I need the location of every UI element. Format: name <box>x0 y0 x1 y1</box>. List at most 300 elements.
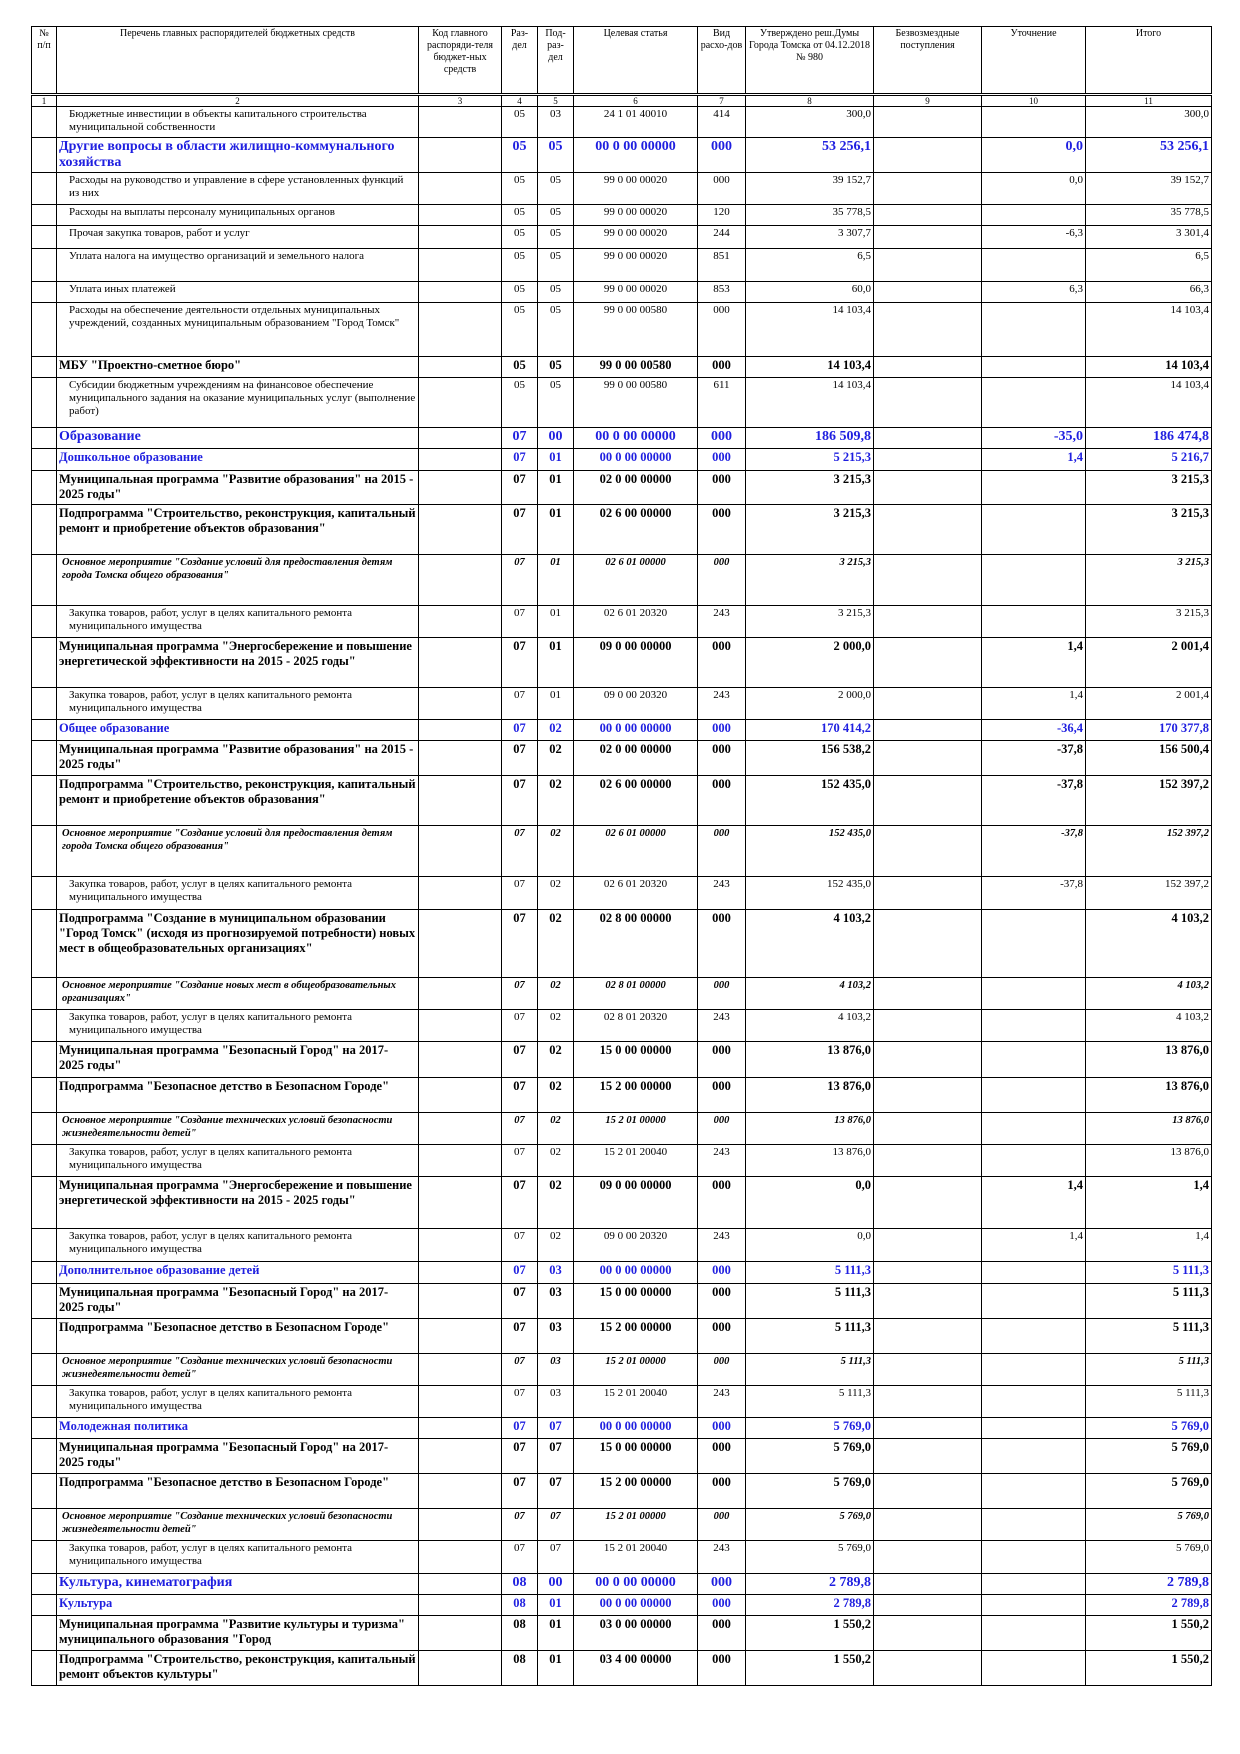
table-row <box>32 138 1212 173</box>
cell-subsection: 07 <box>538 1509 574 1541</box>
cell-free <box>874 978 982 1010</box>
cell-num <box>32 138 57 173</box>
cell-code <box>419 978 502 1010</box>
table-row <box>32 1541 1212 1574</box>
cell-code <box>419 1042 502 1078</box>
cell-approved: 5 769,0 <box>746 1439 874 1474</box>
cell-free <box>874 1177 982 1229</box>
cell-free <box>874 173 982 205</box>
cell-target: 99 0 00 00020 <box>574 205 698 226</box>
cell-total: 1,4 <box>1086 1229 1212 1262</box>
cell-target: 15 2 01 20040 <box>574 1386 698 1418</box>
cell-name: Муниципальная программа "Безопасный Город" на 2017- 2025 годы" <box>57 1284 419 1319</box>
cell-total: 53 256,1 <box>1086 138 1212 173</box>
col-header-kind: Вид расхо-дов <box>698 27 746 95</box>
cell-approved: 6,5 <box>746 249 874 282</box>
cell-free <box>874 1651 982 1686</box>
cell-free <box>874 249 982 282</box>
table-row <box>32 1418 1212 1439</box>
cell-target: 99 0 00 00580 <box>574 357 698 378</box>
col-number: 7 <box>698 95 746 107</box>
cell-adjustment <box>982 1284 1086 1319</box>
cell-target: 02 6 01 00000 <box>574 555 698 606</box>
cell-code <box>419 1010 502 1042</box>
cell-num <box>32 1284 57 1319</box>
cell-approved: 5 111,3 <box>746 1386 874 1418</box>
cell-total: 5 769,0 <box>1086 1418 1212 1439</box>
cell-approved: 4 103,2 <box>746 910 874 978</box>
cell-kind: 000 <box>698 1439 746 1474</box>
cell-num <box>32 1078 57 1113</box>
col-header-target: Целевая статья <box>574 27 698 95</box>
cell-target: 99 0 00 00020 <box>574 226 698 249</box>
cell-subsection: 05 <box>538 226 574 249</box>
cell-section: 07 <box>502 741 538 776</box>
cell-subsection: 01 <box>538 1616 574 1651</box>
cell-target: 02 6 00 00000 <box>574 505 698 555</box>
budget-table <box>31 26 1212 1686</box>
cell-section: 07 <box>502 826 538 877</box>
cell-adjustment <box>982 1078 1086 1113</box>
cell-approved: 152 435,0 <box>746 826 874 877</box>
cell-kind: 000 <box>698 1595 746 1616</box>
cell-free <box>874 1262 982 1284</box>
cell-code <box>419 471 502 505</box>
table-row <box>32 638 1212 688</box>
cell-adjustment <box>982 1418 1086 1439</box>
cell-code <box>419 249 502 282</box>
cell-subsection: 03 <box>538 1386 574 1418</box>
cell-code <box>419 303 502 357</box>
cell-total: 14 103,4 <box>1086 303 1212 357</box>
cell-code <box>419 107 502 138</box>
cell-kind: 000 <box>698 1113 746 1145</box>
cell-section: 07 <box>502 1113 538 1145</box>
cell-section: 07 <box>502 1229 538 1262</box>
cell-kind: 000 <box>698 1651 746 1686</box>
cell-adjustment: 0,0 <box>982 173 1086 205</box>
cell-section: 07 <box>502 505 538 555</box>
cell-subsection: 05 <box>538 378 574 428</box>
cell-free <box>874 1616 982 1651</box>
table-row <box>32 978 1212 1010</box>
cell-name: Основное мероприятие "Создание новых мест в общеобразовательных организациях" <box>57 978 419 1010</box>
cell-free <box>874 1574 982 1595</box>
cell-name: Закупка товаров, работ, услуг в целях капитального ремонта муниципального имущества <box>57 1145 419 1177</box>
cell-free <box>874 471 982 505</box>
cell-approved: 53 256,1 <box>746 138 874 173</box>
cell-adjustment <box>982 107 1086 138</box>
cell-target: 02 0 00 00000 <box>574 741 698 776</box>
table-row <box>32 1595 1212 1616</box>
table-row <box>32 606 1212 638</box>
cell-target: 24 1 01 40010 <box>574 107 698 138</box>
cell-num <box>32 688 57 720</box>
cell-num <box>32 720 57 741</box>
cell-section: 07 <box>502 776 538 826</box>
table-row <box>32 357 1212 378</box>
cell-adjustment <box>982 1319 1086 1354</box>
cell-subsection: 01 <box>538 1651 574 1686</box>
cell-code <box>419 1541 502 1574</box>
cell-approved: 1 550,2 <box>746 1616 874 1651</box>
cell-num <box>32 1113 57 1145</box>
cell-free <box>874 1354 982 1386</box>
cell-kind: 243 <box>698 1386 746 1418</box>
cell-code <box>419 428 502 449</box>
cell-code <box>419 378 502 428</box>
cell-section: 07 <box>502 471 538 505</box>
cell-name: Основное мероприятие "Создание технических условий безопасности жизнедеятельности детей" <box>57 1113 419 1145</box>
cell-adjustment <box>982 1145 1086 1177</box>
table-row <box>32 1574 1212 1595</box>
table-row <box>32 1354 1212 1386</box>
cell-subsection: 01 <box>538 688 574 720</box>
cell-num <box>32 1439 57 1474</box>
cell-name: Муниципальная программа "Развитие культуры и туризма" муниципального образования "Город <box>57 1616 419 1651</box>
cell-name: Уплата иных платежей <box>57 282 419 303</box>
cell-target: 00 0 00 00000 <box>574 449 698 471</box>
cell-free <box>874 428 982 449</box>
cell-num <box>32 1651 57 1686</box>
cell-approved: 2 000,0 <box>746 688 874 720</box>
cell-kind: 000 <box>698 1509 746 1541</box>
cell-target: 15 2 01 20040 <box>574 1541 698 1574</box>
table-row <box>32 1319 1212 1354</box>
cell-adjustment <box>982 606 1086 638</box>
cell-adjustment <box>982 1574 1086 1595</box>
cell-name: Основное мероприятие "Создание технических условий безопасности жизнедеятельности детей" <box>57 1509 419 1541</box>
cell-name: Закупка товаров, работ, услуг в целях капитального ремонта муниципального имущества <box>57 688 419 720</box>
cell-adjustment <box>982 505 1086 555</box>
cell-subsection: 02 <box>538 1145 574 1177</box>
cell-section: 05 <box>502 357 538 378</box>
cell-num <box>32 471 57 505</box>
cell-adjustment: -37,8 <box>982 826 1086 877</box>
col-header-adjustment: Уточнение <box>982 27 1086 95</box>
cell-num <box>32 1541 57 1574</box>
cell-name: Основное мероприятие "Создание технических условий безопасности жизнедеятельности детей" <box>57 1354 419 1386</box>
cell-adjustment: -37,8 <box>982 877 1086 910</box>
cell-subsection: 05 <box>538 205 574 226</box>
col-number: 6 <box>574 95 698 107</box>
cell-subsection: 02 <box>538 877 574 910</box>
col-header-free: Безвозмездные поступления <box>874 27 982 95</box>
cell-kind: 000 <box>698 1418 746 1439</box>
cell-num <box>32 1418 57 1439</box>
cell-target: 00 0 00 00000 <box>574 1262 698 1284</box>
cell-approved: 2 789,8 <box>746 1574 874 1595</box>
budget-sheet <box>31 26 1211 1686</box>
cell-approved: 152 435,0 <box>746 776 874 826</box>
table-row <box>32 1145 1212 1177</box>
cell-free <box>874 357 982 378</box>
cell-section: 07 <box>502 428 538 449</box>
cell-section: 08 <box>502 1616 538 1651</box>
cell-free <box>874 555 982 606</box>
cell-approved: 3 307,7 <box>746 226 874 249</box>
cell-num <box>32 1354 57 1386</box>
cell-adjustment <box>982 1509 1086 1541</box>
cell-code <box>419 1574 502 1595</box>
cell-subsection: 01 <box>538 555 574 606</box>
cell-free <box>874 107 982 138</box>
cell-total: 5 111,3 <box>1086 1354 1212 1386</box>
table-body <box>32 107 1212 1686</box>
cell-num <box>32 1595 57 1616</box>
cell-name: Подпрограмма "Строительство, реконструкция, капитальный ремонт и приобретение объектов образования" <box>57 505 419 555</box>
cell-adjustment <box>982 1651 1086 1686</box>
cell-approved: 152 435,0 <box>746 877 874 910</box>
cell-subsection: 03 <box>538 1262 574 1284</box>
cell-approved: 13 876,0 <box>746 1113 874 1145</box>
cell-section: 05 <box>502 303 538 357</box>
cell-code <box>419 1595 502 1616</box>
cell-adjustment <box>982 1010 1086 1042</box>
cell-approved: 13 876,0 <box>746 1042 874 1078</box>
cell-name: Закупка товаров, работ, услуг в целях капитального ремонта муниципального имущества <box>57 1386 419 1418</box>
col-header-code: Код главного распоряди-теля бюджет-ных средств <box>419 27 502 95</box>
table-row <box>32 1474 1212 1509</box>
cell-code <box>419 1386 502 1418</box>
cell-kind: 000 <box>698 1574 746 1595</box>
cell-total: 5 111,3 <box>1086 1319 1212 1354</box>
cell-section: 05 <box>502 249 538 282</box>
cell-kind: 244 <box>698 226 746 249</box>
cell-approved: 5 111,3 <box>746 1319 874 1354</box>
cell-kind: 000 <box>698 638 746 688</box>
cell-approved: 14 103,4 <box>746 378 874 428</box>
col-number: 5 <box>538 95 574 107</box>
cell-subsection: 01 <box>538 1595 574 1616</box>
cell-section: 08 <box>502 1595 538 1616</box>
cell-free <box>874 1284 982 1319</box>
cell-num <box>32 1262 57 1284</box>
cell-kind: 000 <box>698 910 746 978</box>
cell-target: 03 0 00 00000 <box>574 1616 698 1651</box>
cell-code <box>419 688 502 720</box>
cell-kind: 120 <box>698 205 746 226</box>
cell-subsection: 03 <box>538 1284 574 1319</box>
cell-subsection: 02 <box>538 1078 574 1113</box>
cell-code <box>419 1113 502 1145</box>
cell-num <box>32 173 57 205</box>
cell-name: Муниципальная программа "Развитие образования" на 2015 - 2025 годы" <box>57 741 419 776</box>
cell-subsection: 01 <box>538 606 574 638</box>
cell-free <box>874 505 982 555</box>
cell-num <box>32 357 57 378</box>
cell-target: 00 0 00 00000 <box>574 1418 698 1439</box>
cell-code <box>419 1616 502 1651</box>
cell-code <box>419 1145 502 1177</box>
cell-section: 07 <box>502 1078 538 1113</box>
cell-name: Подпрограмма "Строительство, реконструкция, капитальный ремонт объектов культуры" <box>57 1651 419 1686</box>
cell-name: Образование <box>57 428 419 449</box>
cell-total: 5 769,0 <box>1086 1509 1212 1541</box>
col-number: 3 <box>419 95 502 107</box>
cell-approved: 60,0 <box>746 282 874 303</box>
cell-free <box>874 688 982 720</box>
cell-kind: 000 <box>698 173 746 205</box>
cell-code <box>419 910 502 978</box>
cell-free <box>874 378 982 428</box>
cell-adjustment: 6,3 <box>982 282 1086 303</box>
table-row <box>32 1262 1212 1284</box>
cell-subsection: 05 <box>538 249 574 282</box>
cell-section: 05 <box>502 226 538 249</box>
table-row <box>32 282 1212 303</box>
cell-adjustment <box>982 1042 1086 1078</box>
cell-name: Подпрограмма "Безопасное детство в Безопасном Городе" <box>57 1078 419 1113</box>
cell-adjustment: 0,0 <box>982 138 1086 173</box>
cell-total: 14 103,4 <box>1086 357 1212 378</box>
table-row <box>32 877 1212 910</box>
cell-name: МБУ "Проектно-сметное бюро" <box>57 357 419 378</box>
cell-kind: 000 <box>698 1042 746 1078</box>
cell-code <box>419 1229 502 1262</box>
cell-name: Субсидии бюджетным учреждениям на финансовое обеспечение муниципального задания на оказание муниципальных услуг (выполнение работ) <box>57 378 419 428</box>
cell-target: 02 8 01 20320 <box>574 1010 698 1042</box>
cell-subsection: 03 <box>538 1319 574 1354</box>
cell-approved: 5 769,0 <box>746 1541 874 1574</box>
cell-total: 13 876,0 <box>1086 1078 1212 1113</box>
cell-kind: 000 <box>698 1284 746 1319</box>
cell-code <box>419 741 502 776</box>
cell-total: 5 769,0 <box>1086 1439 1212 1474</box>
cell-target: 15 0 00 00000 <box>574 1439 698 1474</box>
table-row <box>32 1616 1212 1651</box>
cell-name: Закупка товаров, работ, услуг в целях капитального ремонта муниципального имущества <box>57 1541 419 1574</box>
cell-kind: 243 <box>698 1541 746 1574</box>
col-number: 1 <box>32 95 57 107</box>
cell-total: 4 103,2 <box>1086 1010 1212 1042</box>
cell-num <box>32 877 57 910</box>
cell-name: Прочая закупка товаров, работ и услуг <box>57 226 419 249</box>
cell-target: 00 0 00 00000 <box>574 138 698 173</box>
table-row <box>32 449 1212 471</box>
cell-adjustment <box>982 910 1086 978</box>
cell-kind: 000 <box>698 1262 746 1284</box>
cell-section: 07 <box>502 1509 538 1541</box>
cell-section: 07 <box>502 1439 538 1474</box>
cell-target: 15 2 00 00000 <box>574 1319 698 1354</box>
cell-free <box>874 205 982 226</box>
cell-approved: 3 215,3 <box>746 606 874 638</box>
col-header-num: № п/п <box>32 27 57 95</box>
cell-kind: 000 <box>698 741 746 776</box>
cell-target: 99 0 00 00020 <box>574 282 698 303</box>
cell-free <box>874 826 982 877</box>
cell-section: 07 <box>502 910 538 978</box>
cell-num <box>32 303 57 357</box>
table-row <box>32 555 1212 606</box>
cell-num <box>32 1145 57 1177</box>
cell-subsection: 05 <box>538 282 574 303</box>
cell-code <box>419 138 502 173</box>
cell-kind: 000 <box>698 428 746 449</box>
cell-approved: 13 876,0 <box>746 1078 874 1113</box>
cell-adjustment <box>982 378 1086 428</box>
cell-adjustment <box>982 1354 1086 1386</box>
cell-name: Основное мероприятие "Создание условий для предоставления детям города Томска общего образования" <box>57 555 419 606</box>
table-row <box>32 303 1212 357</box>
cell-section: 07 <box>502 1418 538 1439</box>
cell-target: 03 4 00 00000 <box>574 1651 698 1686</box>
cell-adjustment: -37,8 <box>982 776 1086 826</box>
cell-kind: 414 <box>698 107 746 138</box>
cell-free <box>874 1319 982 1354</box>
cell-subsection: 05 <box>538 138 574 173</box>
cell-approved: 156 538,2 <box>746 741 874 776</box>
cell-total: 6,5 <box>1086 249 1212 282</box>
cell-subsection: 01 <box>538 505 574 555</box>
cell-total: 186 474,8 <box>1086 428 1212 449</box>
cell-total: 1 550,2 <box>1086 1651 1212 1686</box>
cell-approved: 2 789,8 <box>746 1595 874 1616</box>
col-number: 10 <box>982 95 1086 107</box>
cell-subsection: 00 <box>538 1574 574 1595</box>
cell-num <box>32 826 57 877</box>
cell-target: 15 2 01 20040 <box>574 1145 698 1177</box>
cell-subsection: 02 <box>538 978 574 1010</box>
cell-code <box>419 776 502 826</box>
cell-num <box>32 1319 57 1354</box>
cell-section: 05 <box>502 138 538 173</box>
table-row <box>32 249 1212 282</box>
cell-total: 14 103,4 <box>1086 378 1212 428</box>
cell-target: 15 2 01 00000 <box>574 1113 698 1145</box>
cell-target: 00 0 00 00000 <box>574 1574 698 1595</box>
cell-total: 152 397,2 <box>1086 826 1212 877</box>
cell-name: Муниципальная программа "Развитие образования" на 2015 - 2025 годы" <box>57 471 419 505</box>
cell-section: 07 <box>502 720 538 741</box>
cell-name: Расходы на руководство и управление в сфере установленных функций из них <box>57 173 419 205</box>
cell-code <box>419 173 502 205</box>
cell-code <box>419 877 502 910</box>
cell-subsection: 01 <box>538 471 574 505</box>
cell-section: 05 <box>502 282 538 303</box>
cell-subsection: 00 <box>538 428 574 449</box>
cell-name: Муниципальная программа "Энергосбережение и повышение энергетической эффективности на 2015 - 2025 годы" <box>57 1177 419 1229</box>
cell-name: Общее образование <box>57 720 419 741</box>
col-number: 8 <box>746 95 874 107</box>
cell-num <box>32 741 57 776</box>
cell-approved: 5 215,3 <box>746 449 874 471</box>
cell-free <box>874 877 982 910</box>
cell-subsection: 07 <box>538 1418 574 1439</box>
cell-code <box>419 282 502 303</box>
cell-kind: 000 <box>698 1078 746 1113</box>
cell-free <box>874 1474 982 1509</box>
cell-target: 09 0 00 00000 <box>574 638 698 688</box>
cell-adjustment <box>982 1616 1086 1651</box>
cell-approved: 5 769,0 <box>746 1474 874 1509</box>
cell-adjustment: -6,3 <box>982 226 1086 249</box>
cell-total: 2 789,8 <box>1086 1574 1212 1595</box>
cell-approved: 13 876,0 <box>746 1145 874 1177</box>
cell-total: 5 216,7 <box>1086 449 1212 471</box>
cell-name: Закупка товаров, работ, услуг в целях капитального ремонта муниципального имущества <box>57 1229 419 1262</box>
cell-code <box>419 1262 502 1284</box>
cell-approved: 0,0 <box>746 1177 874 1229</box>
cell-adjustment <box>982 1386 1086 1418</box>
cell-code <box>419 449 502 471</box>
cell-total: 5 111,3 <box>1086 1284 1212 1319</box>
cell-adjustment <box>982 357 1086 378</box>
cell-section: 07 <box>502 1145 538 1177</box>
cell-code <box>419 555 502 606</box>
table-row <box>32 1042 1212 1078</box>
